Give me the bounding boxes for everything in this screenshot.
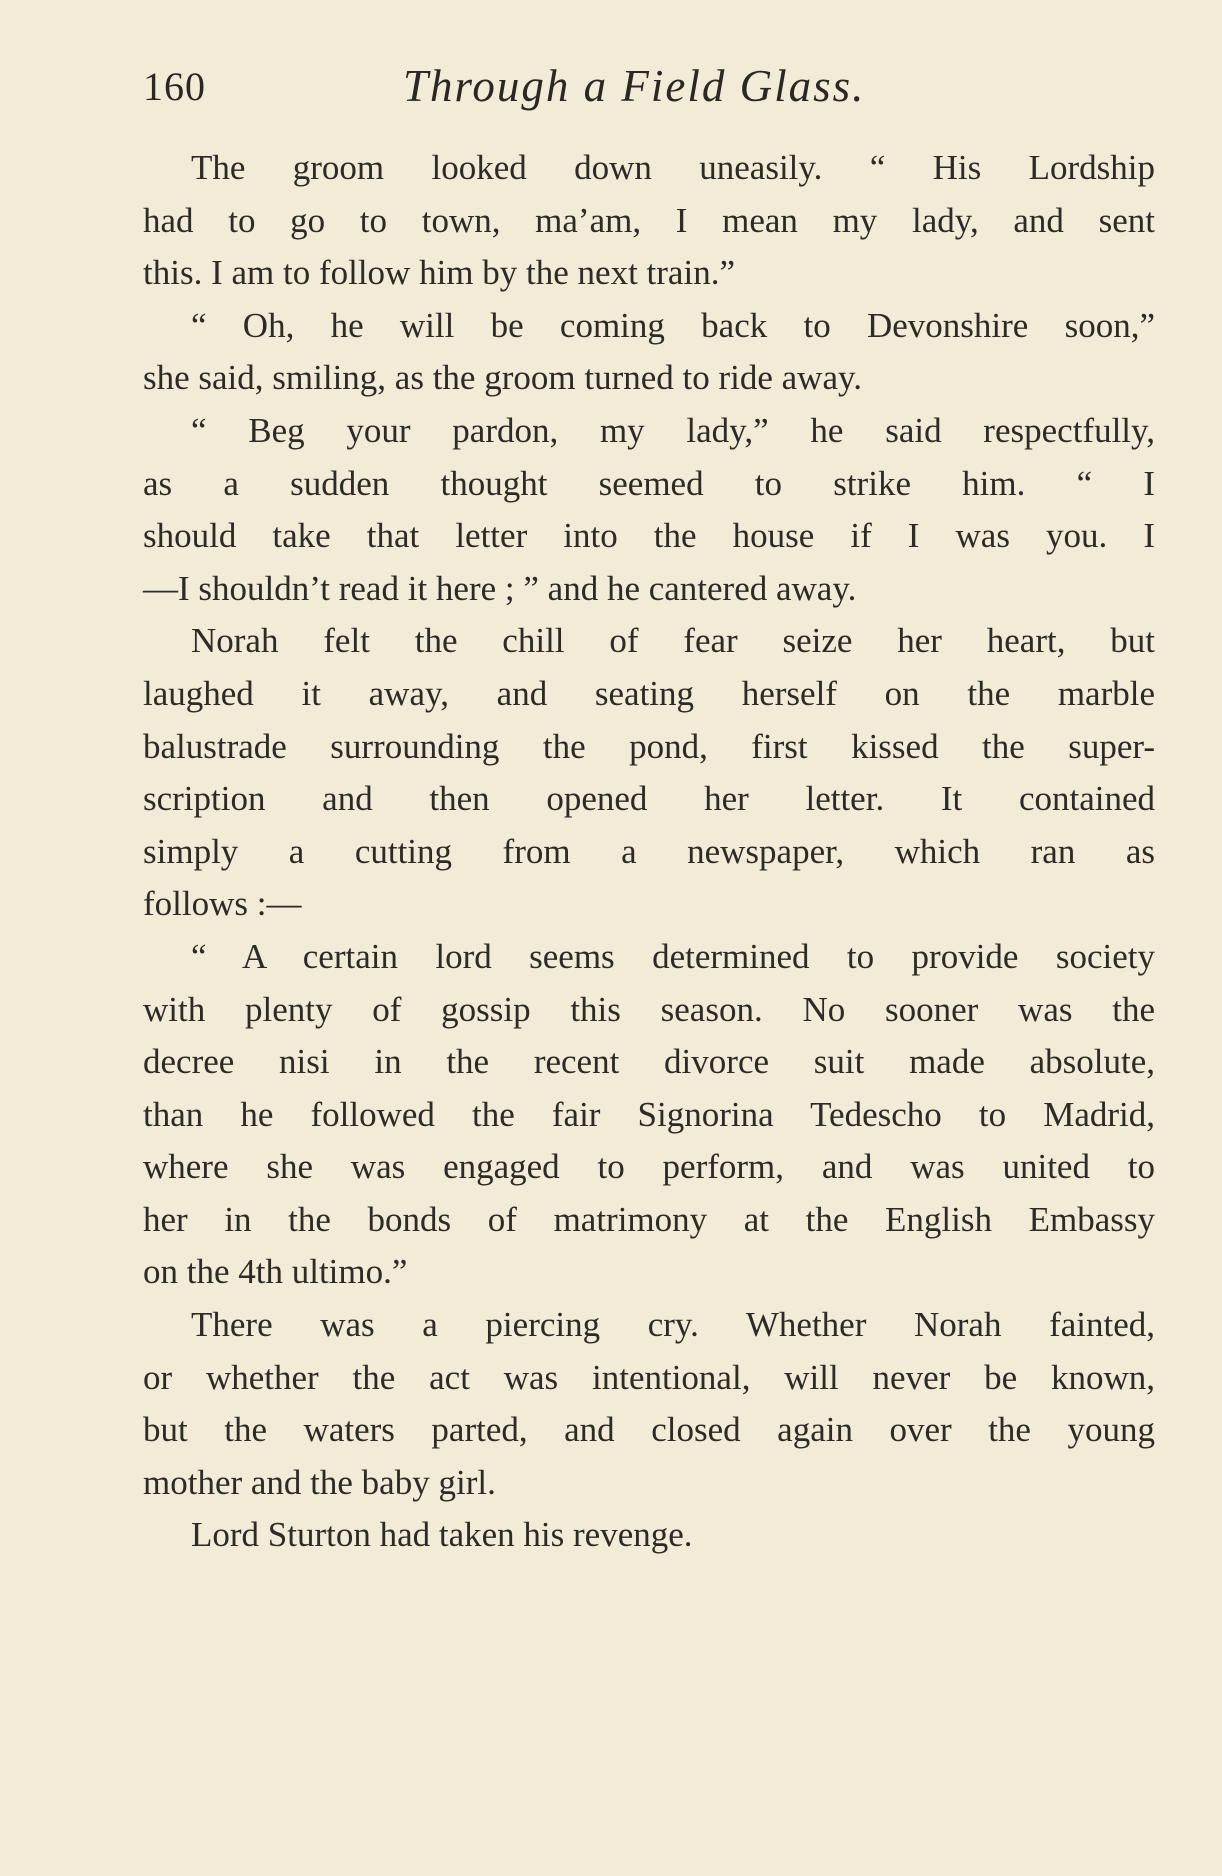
- text-line: decree nisi in the recent divorce suit made absolute,: [143, 1042, 1155, 1082]
- text-line: this. I am to follow him by the next train.”: [143, 253, 735, 293]
- text-line: Lord Sturton had taken his revenge.: [191, 1515, 693, 1555]
- text-line: “ A certain lord seems determined to provide society: [191, 936, 1155, 976]
- text-line: than he followed the fair Signorina Tedescho to Madrid,: [143, 1094, 1155, 1134]
- text-line: Norah felt the chill of fear seize her heart, but: [191, 621, 1155, 661]
- text-line: on the 4th ultimo.”: [143, 1252, 408, 1292]
- text-line: The groom looked down uneasily. “ His Lordship: [191, 148, 1155, 187]
- text-line: where she was engaged to perform, and was united to: [143, 1147, 1155, 1187]
- text-line: There was a piercing cry. Whether Norah fainted,: [191, 1305, 1155, 1345]
- text-line: —I shouldn’t read it here ; ” and he cantered away.: [143, 568, 857, 608]
- text-line: she said, smiling, as the groom turned to ride away.: [143, 358, 862, 398]
- text-line: balustrade surrounding the pond, first kissed the super-: [143, 726, 1155, 766]
- text-line: simply a cutting from a newspaper, which ran as: [143, 831, 1155, 871]
- text-line: laughed it away, and seating herself on the marble: [143, 673, 1155, 713]
- text-line: but the waters parted, and closed again over the young: [143, 1410, 1155, 1450]
- page-header: [143, 55, 928, 115]
- text-line: follows :—: [143, 884, 302, 924]
- text-line: had to go to town, ma’am, I mean my lady, and sent: [143, 200, 1155, 240]
- running-title: Through a Field Glass.: [403, 61, 866, 111]
- text-line: mother and the baby girl.: [143, 1462, 496, 1502]
- text-line: “ Beg your pardon, my lady,” he said respectfully,: [191, 410, 1155, 450]
- body-text: [143, 142, 1155, 1562]
- text-line: with plenty of gossip this season. No sooner was the: [143, 989, 1155, 1029]
- text-line: or whether the act was intentional, will never be known,: [143, 1357, 1155, 1397]
- text-line: her in the bonds of matrimony at the English Embassy: [143, 1199, 1155, 1239]
- page-number: 160: [143, 64, 206, 109]
- text-line: “ Oh, he will be coming back to Devonshire soon,”: [191, 305, 1155, 345]
- text-line: should take that letter into the house if I was you. I: [143, 516, 1155, 556]
- text-line: scription and then opened her letter. It contained: [143, 779, 1155, 819]
- text-line: as a sudden thought seemed to strike him. “ I: [143, 463, 1155, 503]
